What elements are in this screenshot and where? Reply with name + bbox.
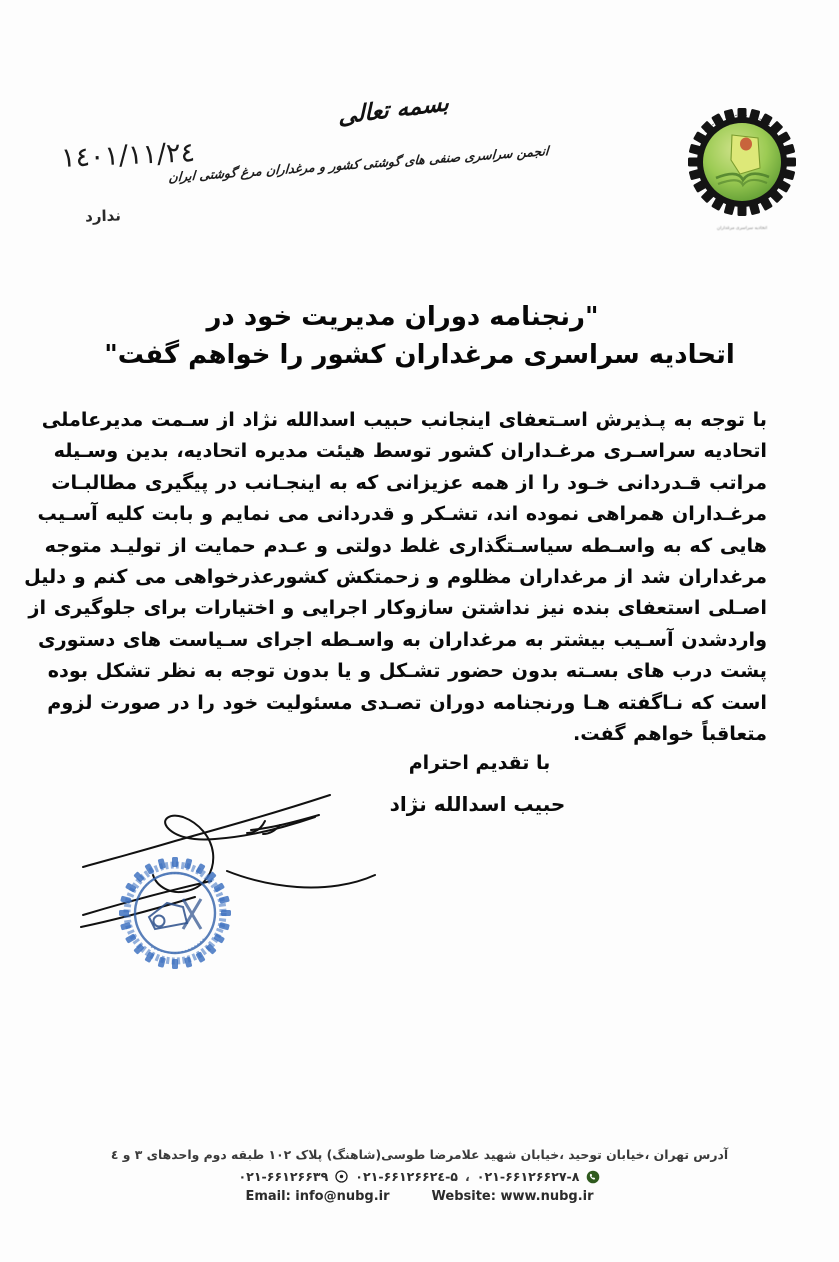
footer-fax-number: ۰۲۱-۶۶۱۲۶۶۳۹ [238,1169,329,1184]
footer-website: Website: www.nubg.ir [431,1189,594,1204]
signer-name-text: حبیب اسدالله نژاد [389,792,566,816]
body-line: پشت درب های بسـته بدون حضور تشـکل و یا بدون توجه به نظر تشکل بوده [47,659,767,683]
invocation-text: بسمه تعالی [337,89,449,130]
attachment-label: ندارد [84,206,122,226]
body-line: متعاقباً خواهم گفت. [572,722,767,746]
footer-phone-secondary: ۰۲۱-۶۶۱۲۶۶۲٤-۵ [355,1169,458,1184]
letter-date: ۱٤۰۱/۱۱/۲٤ [60,137,196,174]
signature-and-seal [75,775,425,1025]
footer-email: Email: info@nubg.ir [245,1189,390,1204]
title-line-1: "رنجنامه دوران مدیریت خود در [206,302,599,332]
closing-salutation [0,752,839,774]
footer-phones [0,1169,839,1184]
body-line: هایی که به واسـطه سیاسـتگذاری غلط دولتی و عـدم حمایت از تولیـد متوجه [44,533,767,557]
logo-caption: اتحادیه سراسری مرغداران [716,226,768,231]
footer-phone-primary: ۰۲۱-۶۶۱۲۶۶۲۷-۸ [476,1169,580,1184]
letter-header [0,0,839,270]
body-line: مرغداران شد از مرغداران مظلوم و زحمتکش کشورعذرخواهی می کنم و دلیل [24,565,767,589]
gear-emblem-icon [678,104,806,224]
body-line: اصـلی استعفای بنده نیز نداشتن سازوکار اجرایی و اختیارات برای جلوگیری از [28,596,767,620]
body-line: مراتب قـدردانی خـود را از همه عزیزانی که به اینجـانب در پیگیری مطالبـات [51,470,767,494]
body-line: واردشدن آسـیب بیشتر به مرغداران به واسـطه اجرای سـیاست های دستوری [38,627,767,651]
handwritten-signature-icon [75,775,425,1025]
organization-logo [678,104,806,254]
fax-icon [335,1170,348,1183]
organization-name: انجمن سراسری صنفی های گوشتی کشور و مرغداران مرغ گوشتی ایران [168,143,550,185]
letter-footer [0,1147,839,1204]
official-seal-icon [119,857,231,969]
title-line-2: اتحادیه سراسری مرغداران کشور را خواهم گفت" [104,340,735,371]
phone-icon [586,1170,600,1184]
footer-address: آدرس تهران ،خیابان توحید ،خیابان شهید علامرضا طوسی(شاهنگ) پلاک ۱۰۲ طبقه دوم واحدهای ۳ و ٤ [110,1147,729,1162]
closing-salutation-text: با تقدیم احترام [408,752,551,774]
letter-body [24,404,767,749]
body-line: است که نـاگفته هـا ورنجنامه دوران تصـدی مسئولیت خود را در صورت لزوم [47,690,767,714]
letter-title [0,298,839,375]
footer-separator: ، [464,1169,470,1184]
body-line: اتحادیه سراسـری مرغـداران کشور توسط هیئت مدیره اتحادیه، بدین وسـیله [53,439,767,463]
body-line: با توجه به پـذیرش اسـتعفای اینجانب حبیب اسدالله نژاد از سـمت مدیرعاملی [41,408,767,431]
footer-web [0,1189,839,1204]
body-line: مرغـداران همراهی نموده اند، تشـکر و قدردانی می نمایم و بابت کلیه آسـیب [37,502,767,526]
